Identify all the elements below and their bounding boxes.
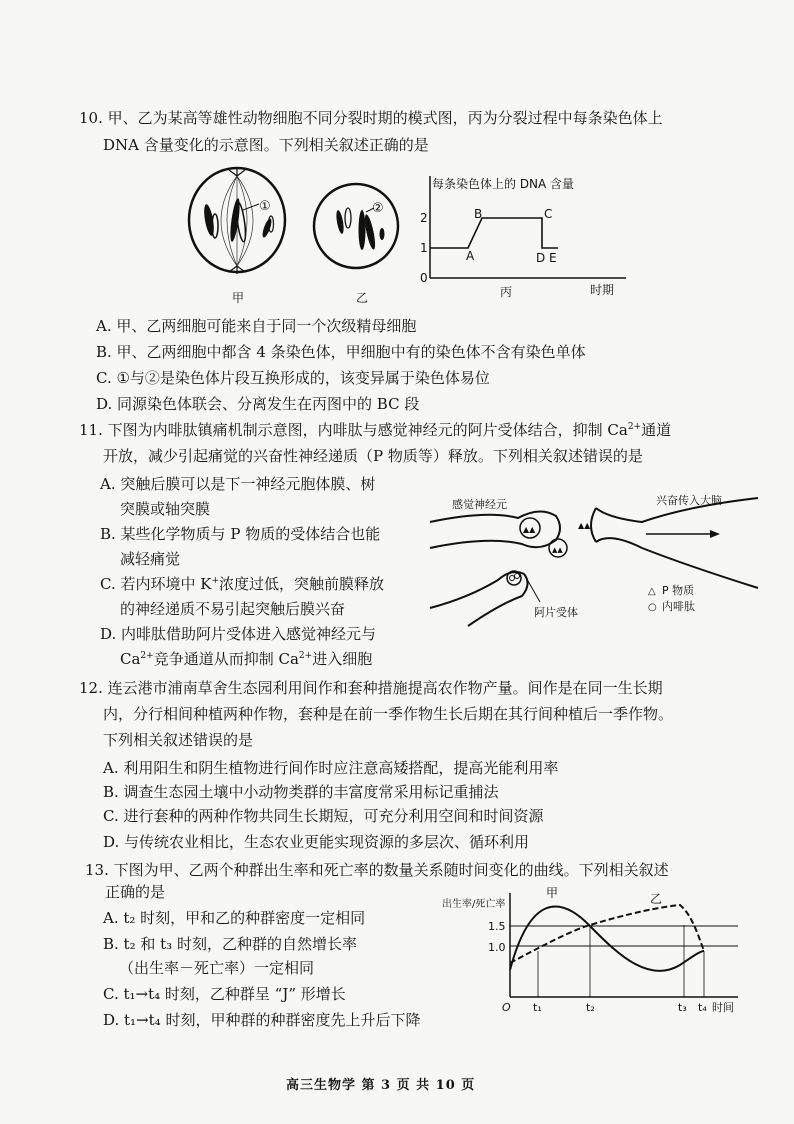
q10-stem-line1: 10. 甲、乙为某高等雄性动物细胞不同分裂时期的模式图，丙为分裂过程中每条染色体上 [79,109,663,127]
q11-option-a1: A. 突触后膜可以是下一神经元胞体膜、树 [100,475,376,493]
curve-yi-label: 乙 [650,892,663,906]
q13-stem-line1: 13. 下图为甲、乙两个种群出生率和死亡率的数量关系随时间变化的曲线。下列相关叙述 [85,861,669,879]
q13-option-d: D. t₁→t₄ 时刻，甲种群的种群密度先上升后下降 [103,1011,421,1029]
point-a: A [466,249,475,263]
graph-ylabel: 每条染色体上的 DNA 含量 [432,177,575,191]
q10-option-b: B. 甲、乙两细胞中都含 4 条染色体，甲细胞中有的染色体不含有染色单体 [96,343,586,361]
page-footer: 高三生物学 第 3 页 共 10 页 [286,1078,476,1093]
mark-1-label: ① [259,199,271,214]
label-sensory-neuron: 感觉神经元 [452,498,507,511]
q11-option-d2: $Ca^{2+}$竞争通道从而抑制 $Ca^{2+}$进入细胞 [120,650,373,668]
svg-text:▲▲: ▲▲ [578,521,591,530]
tick-t1: t₁ [533,1001,542,1014]
q12-stem-line1: 12. 连云港市浦南草舍生态园利用间作和套种措施提高农作物产量。间作是在同一生长期 [79,679,663,697]
q13-option-a: A. t₂ 时刻，甲和乙的种群密度一定相同 [103,909,366,927]
q12-option-b: B. 调查生态园土壤中小动物类群的丰富度常采用标记重捕法 [103,783,499,801]
y-tick-2: 2 [420,211,428,225]
q12-option-c: C. 进行套种的两种作物共同生长期短，可充分利用空间和时间资源 [103,807,544,825]
point-c: C [544,207,553,221]
q11-synapse-figure [428,488,773,628]
q13-stem-line2: 正确的是 [105,883,166,901]
q12-stem-line2: 内，分行相间种植两种作物，套种是在前一季作物生长后期在其行间种植后一季作物。 [103,705,674,723]
legend-p-symbol: △ [648,586,656,597]
q13-option-b2: （出生率－死亡率）一定相同 [119,959,315,977]
q11-option-d1: D. 内啡肽借助阿片受体进入感觉神经元与 [100,625,377,643]
q11-stem-line2: 开放，减少引起痛觉的兴奋性神经递质（P 物质等）释放。下列相关叙述错误的是 [103,447,643,465]
q10-stem-line2: DNA 含量变化的示意图。下列相关叙述正确的是 [103,136,429,154]
q11-option-c2: 的神经递质不易引起突触后膜兴奋 [120,600,346,618]
mark-2-label: ② [372,201,384,216]
legend-e-symbol: ○ [648,602,657,613]
y-tick-1-0: 1.0 [488,941,506,954]
tick-t3: t₃ [678,1001,687,1014]
label-receptor: 阿片受体 [534,606,578,619]
q11-option-a2: 突膜或轴突膜 [120,500,211,518]
point-de: D E [536,251,557,265]
q10-label-bing: 丙 [500,285,513,299]
q11-stem-line1: 11. 下图为内啡肽镇痛机制示意图，内啡肽与感觉神经元的阿片受体结合，抑制 $Ca^{2+}$通道 [79,421,672,439]
q10-option-a: A. 甲、乙两细胞可能来自于同一个次级精母细胞 [96,317,417,335]
q13-option-b1: B. t₂ 和 t₃ 时刻，乙种群的自然增长率 [103,935,357,953]
q10-label-yi: 乙 [356,291,369,305]
tick-t2: t₂ [586,1001,595,1014]
q13-option-c: C. t₁→t₄ 时刻，乙种群呈 “J” 形增长 [103,985,346,1003]
q12-option-d: D. 与传统农业相比，生态农业更能实现资源的多层次、循环利用 [103,833,530,851]
graph-xlabel: 时期 [590,283,615,297]
y-tick-0: 0 [420,271,428,285]
point-b: B [474,207,483,221]
q10-graph-bing [418,170,633,298]
q10-label-jia: 甲 [232,291,245,305]
q10-option-c: C. ①与②是染色体片段互换形成的，该变异属于染色体易位 [96,369,490,387]
graph13-xlabel: 时间 [712,1001,734,1014]
legend-p-label: P 物质 [662,584,695,597]
svg-text:▲▲: ▲▲ [552,546,563,554]
y-tick-1-5: 1.5 [488,920,506,933]
q11-option-b1: B. 某些化学物质与 P 物质的受体结合也能 [100,525,381,543]
curve-jia-label: 甲 [546,886,559,900]
label-brain: 兴奋传入大脑 [656,494,722,507]
q11-option-b2: 减轻痛觉 [120,550,181,568]
q10-figure-cell-yi [310,178,405,278]
origin-label: O [502,1001,511,1014]
y-tick-1: 1 [420,241,428,255]
q10-option-d: D. 同源染色体联会、分离发生在丙图中的 BC 段 [96,395,420,413]
q11-option-c1: C. 若内环境中 K+浓度过低，突触前膜释放 [100,575,385,593]
svg-text:▲▲: ▲▲ [523,525,536,534]
legend-e-label: 内啡肽 [662,600,695,613]
q13-graph [440,885,745,1020]
graph13-ylabel: 出生率/死亡率 [442,899,506,910]
q12-option-a: A. 利用阳生和阴生植物进行间作时应注意高矮搭配，提高光能利用率 [103,759,559,777]
q10-figure-cell-jia [185,162,290,292]
tick-t4: t₄ [698,1001,707,1014]
q12-stem-line3: 下列相关叙述错误的是 [103,731,254,749]
